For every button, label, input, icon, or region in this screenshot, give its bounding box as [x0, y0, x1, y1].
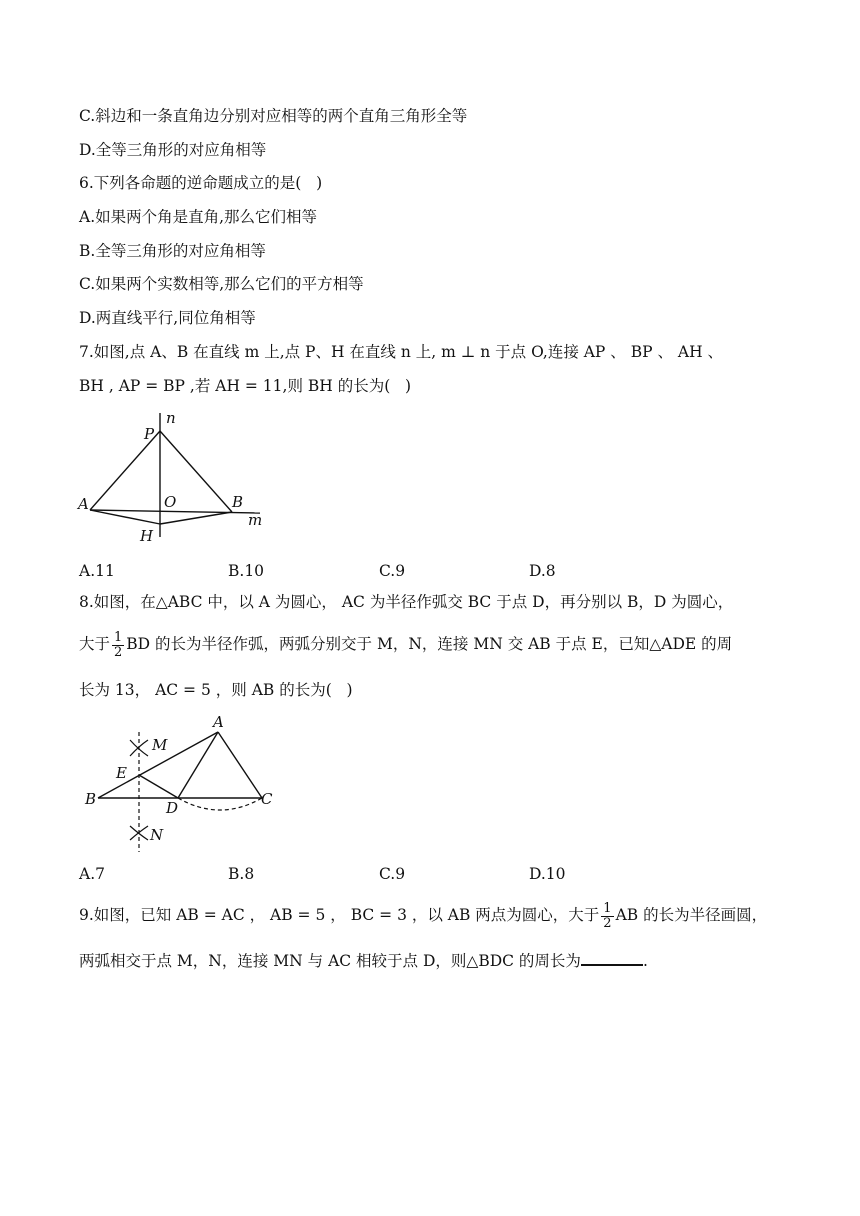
question-6-stem: 6.下列各命题的逆命题成立的是( )	[79, 174, 323, 192]
question-7-option-c: C.9	[379, 562, 406, 580]
option-line-d: D.全等三角形的对应角相等	[79, 141, 267, 159]
question-6-option-d: D.两直线平行,同位角相等	[79, 309, 256, 327]
segment-ad	[178, 732, 218, 798]
fraction-numerator: 1	[603, 900, 612, 916]
label-b: B	[232, 493, 244, 511]
question-8-text-before-fraction: 大于	[79, 635, 111, 653]
label-o: O	[164, 493, 177, 511]
label-b: B	[85, 790, 97, 808]
fraction-one-half-q9	[601, 902, 613, 931]
answer-blank[interactable]	[581, 950, 643, 966]
question-7-option-a: A.11	[79, 562, 115, 580]
fraction-denominator: 2	[603, 915, 612, 931]
question-9-stem-line1	[79, 898, 767, 932]
label-p: P	[144, 425, 155, 443]
question-9-text: 两弧相交于点 M，N，连接 MN 与 AC 相较于点 D，则△BDC 的周长为	[79, 952, 581, 970]
label-c: C	[261, 790, 273, 808]
label-m: M	[152, 736, 168, 754]
fraction-one-half	[112, 631, 124, 660]
figure-question-8	[80, 710, 290, 860]
question-7-option-d: D.8	[529, 562, 556, 580]
segment-bh	[160, 512, 232, 524]
question-7-stem-line1: 7.如图,点 A、B 在直线 m 上,点 P、H 在直线 n 上, m ⊥ n 于点 O,连接 AP 、 BP 、 AH 、	[79, 343, 724, 361]
question-6-option-c: C.如果两个实数相等,那么它们的平方相等	[79, 275, 364, 293]
question-9-text-before-fraction: 9.如图，已知 AB = AC ， AB = 5 ， BC = 3 ，以 AB 两点为圆心，大于	[79, 906, 600, 924]
question-6-option-b: B.全等三角形的对应角相等	[79, 242, 266, 260]
option-line-c: C.斜边和一条直角边分别对应相等的两个直角三角形全等	[79, 107, 468, 125]
label-d: D	[166, 799, 179, 817]
label-n: N	[150, 826, 164, 844]
question-9-stem-line2	[79, 950, 648, 971]
question-6-option-a: A.如果两个角是直角,那么它们相等	[79, 208, 318, 226]
question-8-option-a: A.7	[79, 865, 105, 883]
question-8-option-c: C.9	[379, 865, 406, 883]
question-8-stem-line1: 8.如图，在△ABC 中，以 A 为圆心， AC 为半径作弧交 BC 于点 D，再分别以 B，D 为圆心，	[79, 593, 734, 611]
figure-question-7	[70, 405, 280, 545]
question-9-text-after-fraction: AB 的长为半径画圆，	[615, 906, 768, 924]
fraction-denominator: 2	[114, 644, 123, 660]
label-n: n	[166, 409, 176, 427]
question-7-stem-line2: BH , AP = BP ,若 AH = 11,则 BH 的长为( )	[79, 377, 412, 395]
label-h: H	[140, 527, 154, 545]
fraction-numerator: 1	[114, 629, 123, 645]
question-7-option-b: B.10	[228, 562, 265, 580]
segment-ac	[218, 732, 262, 798]
label-a: A	[78, 495, 89, 513]
segment-ah	[90, 510, 160, 524]
question-8-stem-line3: 长为 13， AC = 5 ，则 AB 的长为( )	[79, 681, 353, 699]
segment-ed	[139, 775, 178, 798]
question-8-option-b: B.8	[228, 865, 255, 883]
label-e: E	[116, 764, 127, 782]
arc-dc-dashed	[178, 798, 262, 810]
question-8-stem-line2	[79, 627, 732, 661]
question-9-period: .	[642, 952, 648, 970]
label-a: A	[213, 713, 224, 731]
label-m: m	[248, 511, 263, 529]
question-8-option-d: D.10	[529, 865, 566, 883]
question-8-text-after-fraction: BD 的长为半径作弧，两弧分别交于 M，N，连接 MN 交 AB 于点 E，已知△ADE 的周	[126, 635, 733, 653]
